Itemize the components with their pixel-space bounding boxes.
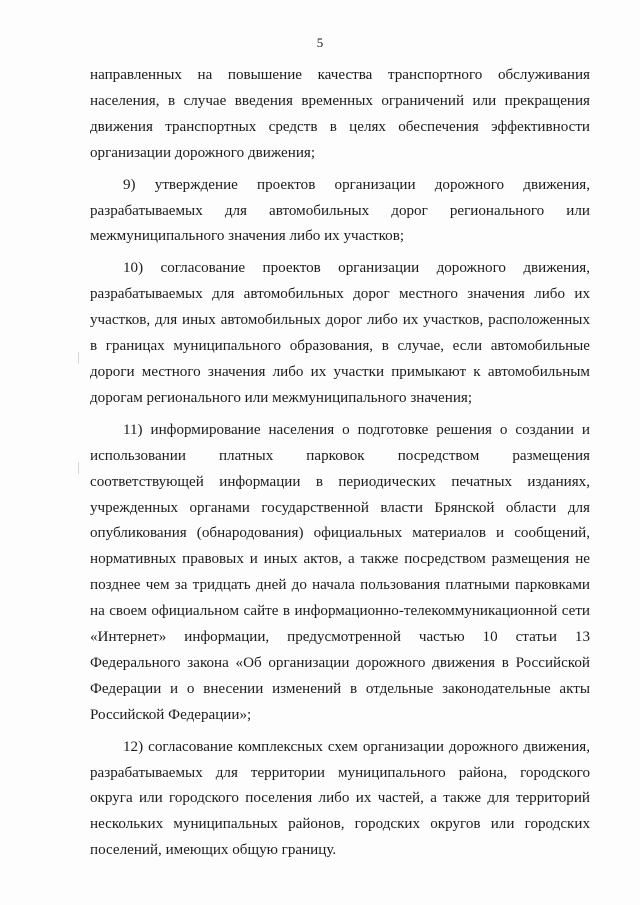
document-body	[90, 63, 590, 870]
page-number: 5	[316, 35, 324, 50]
paragraph-item-11: 11) информирование населения о подготовке решения о создании и использовании платных парковок посредством размещения соответствующей информации в периодических печатных изданиях, учрежденных органами государственной власти Брянской области для опубликования (обнародования) официальных материалов и сообщений, нормативных правовых и иных актов, а также посредством размещения не позднее чем за тридцать дней до начала пользования платными парковками на своем официальном сайте в информационно-телекоммуникационной сети «Интернет» информации, предусмотренной частью 10 статьи 13 Федерального закона «Об организации дорожного движения в Российской Федерации и о внесении изменений в отдельные законодательные акты Российской Федерации»;	[90, 421, 590, 723]
scan-mark	[78, 352, 79, 364]
paragraph-continuation: направленных на повышение качества транспортного обслуживания населения, в случае введения временных ограничений или прекращения движения транспортных средств в целях обеспечения эффективности организации дорожного движения;	[90, 67, 590, 161]
paragraph-item-9: 9) утверждение проектов организации дорожного движения, разрабатываемых для автомобильных дорог регионального или межмуниципального значения либо их участков;	[90, 176, 590, 245]
paragraph-item-10: 10) согласование проектов организации дорожного движения, разрабатываемых для автомобильных дорог местного значения либо их участков, для иных автомобильных дорог либо их участков, расположенных в границах муниципального образования, в случае, если автомобильные дороги местного значения либо их участки примыкают к автомобильным дорогам регионального или межмуниципального значения;	[90, 260, 590, 406]
scan-mark	[78, 462, 79, 474]
paragraph-item-12: 12) согласование комплексных схем организации дорожного движения, разрабатываемых для территории муниципального района, городского округа или городского поселения либо их частей, а также для территорий нескольких муниципальных районов, городских округов или городских поселений, имеющих общую границу.	[90, 738, 590, 859]
